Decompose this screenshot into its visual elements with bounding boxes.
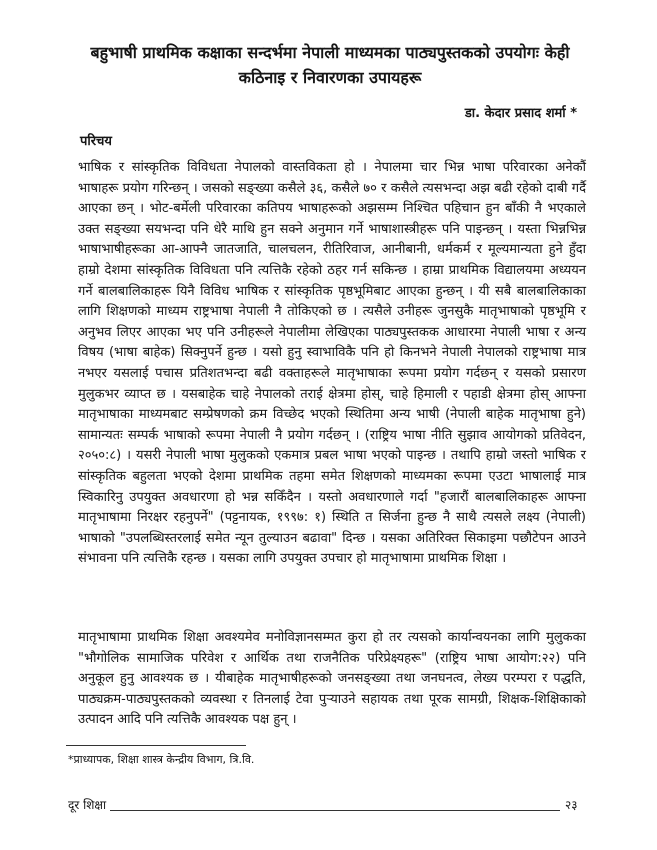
author-name: डा. केदार प्रसाद शर्मा *: [464, 106, 577, 121]
article-title: बहुभाषी प्राथमिक कक्षाका सन्दर्भमा नेपाली माध्यमका पाठ्यपुस्तकको उपयोगः केही कठिनाइ र निवारणका उपायहरू: [90, 43, 570, 87]
journal-name: दूर शिक्षा: [68, 798, 107, 812]
paragraph-intro: भाषिक र सांस्कृतिक विविधता नेपालको वास्तविकता हो । नेपालमा चार भिन्न भाषा परिवारका अनेकौं भाषाहरू प्रयोग गरिन्छन् । जसको सङ्ख्या कसैले ३६, कसैले ७० र कसैले त्यसभन्दा अझ बढी रहेको दाबी गर्दै आएका छन् । भोट-बर्मेली परिवारका कतिपय भाषाहरूको अझसम्म निश्चित पहिचान हुन बाँकी नै भएकाले उक्त सङ्ख्या सयभन्दा पनि धेरै माथि हुन सक्ने अनुमान गर्ने भाषाशास्त्रीहरू पनि पाइन्छन् । यस्ता भिन्नभिन्न भाषाभाषीहरूका आ-आफ्नै जातजाति, चालचलन, रीतिरिवाज, आनीबानी, धर्मकर्म र मूल्यमान्यता हुने हुँदा हाम्रो देशमा सांस्कृतिक विविधता पनि त्यत्तिकै रहेको ठहर गर्न सकिन्छ । हाम्रा प्राथमिक विद्यालयमा अध्ययन गर्ने बालबालिकाहरू यिनै विविध भाषिक र सांस्कृतिक पृष्ठभूमिबाट आएका हुन्छन् । यी सबै बालबालिकाका लागि शिक्षणको माध्यम राष्ट्रभाषा नेपाली नै तोकिएको छ । त्यसैले उनीहरू जुनसुकै मातृभाषाको पृष्ठभूमि र अनुभव लिएर आएका भए पनि उनीहरूले नेपालीमा लेखिएका पाठ्यपुस्तकक आधारमा नेपाली भाषा र अन्य विषय (भाषा बाहेक) सिक्नुपर्ने हुन्छ । यसो हुनु स्वाभाविकै पनि हो किनभने नेपाली नेपालको राष्ट्रभाषा मात्र नभएर यसलाई पचास प्रतिशतभन्दा बढी वक्ताहरूले मातृभाषाका रूपमा प्रयोग गर्दछन् र यसको प्रसारण मुलुकभर व्याप्त छ । यसबाहेक चाहे नेपालको तराई क्षेत्रमा होस्, चाहे हिमाली र पहाडी क्षेत्रमा होस् आफ्ना मातृभाषाका माध्यमबाट सम्प्रेषणको क्रम विच्छेद भएको स्थितिमा अन्य भाषी (नेपाली बाहेक मातृभाषा हुने) सामान्यतः सम्पर्क भाषाको रूपमा नेपाली नै प्रयोग गर्दछन् । (राष्ट्रिय भाषा नीति सुझाव आयोगको प्रतिवेदन, २०५०:८) । यसरी नेपाली भाषा मुलुकको एकमात्र प्रबल भाषा भएको पाइन्छ । तथापि हाम्रो जस्तो भाषिक र सांस्कृतिक बहुलता भएको देशमा प्राथमिक तहमा समेत शिक्षणको माध्यमका रूपमा एउटा भाषालाई मात्र स्विकारिनु उपयुक्त अवधारणा हो भन्न सकिँदैन । यस्तो अवधारणाले गर्दा "हजारौं बालबालिकाहरू आफ्ना मातृभाषामा निरक्षर रहनुपर्ने" (पट्टनायक, १९९७: १) स्थिति त सिर्जना हुन्छ नै साथै त्यसले लक्ष्य (नेपाली) भाषाको "उपलब्धिस्तरलाई समेत न्यून तुल्याउन बढावा" दिन्छ । यसका अतिरिक्त सिकाइमा पछौटेपन आउने संभावना पनि त्यत्तिकै रहन्छ । यसका लागि उपयुक्त उपचार हो मातृभाषामा प्राथमिक शिक्षा ।: [78, 160, 586, 567]
footnote-divider: [66, 745, 246, 746]
section-heading: परिचय: [80, 134, 112, 149]
paragraph-second: मातृभाषामा प्राथमिक शिक्षा अवश्यमेव मनोविज्ञानसम्मत कुरा हो तर त्यसको कार्यान्वयनका लागि मुलुकका "भौगोलिक सामाजिक परिवेश र आर्थिक तथा राजनैतिक परिप्रेक्ष्यहरू" (राष्ट्रिय भाषा आयोग:२२) पनि अनुकूल हुनु आवश्यक छ । यीबाहेक मातृभाषीहरूको जनसङ्ख्या तथा जनघनत्व, लेख्य परम्परा र पद्धति, पाठ्यक्रम-पाठ्यपुस्तकको व्यवस्था र तिनलाई टेवा पुऱ्याउने सहायक तथा पूरक सामग्री, शिक्षक-शिक्षिकाको उत्पादन आदि पनि त्यत्तिकै आवश्यक पक्ष हुन् ।: [78, 630, 586, 728]
footer-rule: [110, 810, 560, 811]
page-number: २३: [565, 798, 578, 812]
footnote: *प्राध्यापक, शिक्षा शास्त्र केन्द्रीय विभाग, त्रि.वि.: [68, 753, 255, 766]
